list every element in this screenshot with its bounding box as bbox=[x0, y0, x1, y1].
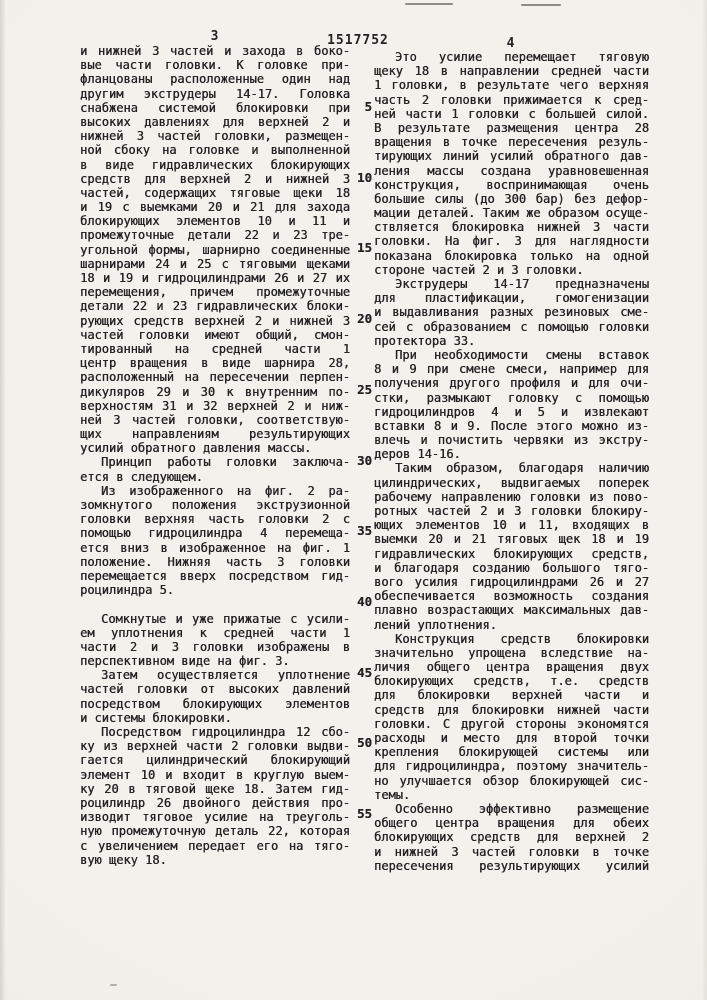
text-line: фланцованы расположенные один над bbox=[80, 72, 350, 87]
text-line: ку 20 в тяговой щеке 18. Затем гид- bbox=[80, 781, 350, 796]
text-line: средств для блокировки нижней части bbox=[374, 702, 649, 717]
scan-artifact bbox=[521, 4, 561, 6]
text-line: общего центра вращения для обеих bbox=[374, 816, 649, 831]
text-line: Это усилие перемещает тяговую bbox=[395, 50, 649, 64]
text-line: стки, размыкают головку с помощью bbox=[374, 390, 649, 405]
text-line: и нижней 3 частей головки в точке bbox=[374, 844, 649, 859]
text-line: но улучшается обзор блокирующей сис- bbox=[374, 773, 649, 788]
text-line: влечь и почистить червяки из экстру- bbox=[374, 433, 649, 448]
scan-artifact bbox=[405, 3, 453, 5]
text-line: тирующих линий усилий обратного дав- bbox=[374, 149, 649, 164]
text-line: показана блокировка только на одной bbox=[374, 248, 649, 263]
text-line: рабочему направлению головки из пово- bbox=[374, 489, 649, 504]
text-line: головки. На фиг. 3 для наглядности bbox=[374, 234, 649, 249]
text-line: Из изображенного на фиг. 2 ра- bbox=[101, 483, 350, 498]
text-line: ющих элементов 10 и 11, входящих в bbox=[374, 518, 649, 533]
text-line: щеку 18 в направлении средней части bbox=[374, 64, 649, 79]
text-line: и 19 с выемками 20 и 21 для захода bbox=[80, 200, 350, 215]
text-line: Таким образом, благодаря наличию bbox=[395, 461, 649, 476]
text-line: дикуляров 29 и 30 к внутренним по- bbox=[80, 384, 350, 399]
text-line: часть 2 головки прижимается к сред- bbox=[374, 92, 649, 107]
text-line: выемки 20 и 21 тяговых щек 18 и 19 bbox=[374, 532, 649, 547]
text-line: щих направлениям результирующих bbox=[80, 427, 350, 442]
text-line: головки. С другой стороны экономятся bbox=[374, 716, 649, 731]
text-line: стороне частей 2 и 3 головки. bbox=[374, 262, 584, 277]
text-line: протектора 33. bbox=[374, 333, 476, 348]
text-line: Затем осуществляется уплотнение bbox=[101, 668, 350, 683]
text-line: нижней 3 частей головки, размещен- bbox=[80, 129, 350, 144]
text-line: гается цилиндрический блокирующий bbox=[80, 753, 350, 768]
text-line: вого усилия гидроцилиндрами 26 и 27 bbox=[374, 574, 649, 589]
text-line: усилий обратного давления массы. bbox=[80, 441, 312, 456]
text-line: Посредством гидроцилиндра 12 сбо- bbox=[101, 725, 350, 739]
text-line: средств для верхней 2 и нижней 3 bbox=[80, 171, 350, 186]
text-line: Экструдеры 14-17 предназначены bbox=[395, 277, 649, 291]
text-line: ротных частей 2 и 3 головки блокиру- bbox=[374, 504, 649, 518]
text-line: роцилиндр 26 двойного действия про- bbox=[80, 795, 350, 810]
text-line: ку из верхней части 2 головки выдви- bbox=[80, 739, 350, 754]
line-number: 40 bbox=[356, 593, 372, 609]
blank-line bbox=[80, 597, 350, 611]
text-line: значительно упрощена вследствие на- bbox=[374, 645, 649, 660]
text-line: перемещения, причем промежуточные bbox=[80, 285, 350, 300]
text-line: детали 22 и 23 гидравлических блоки- bbox=[80, 299, 350, 314]
patent-number: 1517752 bbox=[327, 33, 389, 48]
text-line: большие силы (до 300 бар) без дефор- bbox=[374, 191, 649, 206]
text-line: тированный на средней части 1 bbox=[80, 341, 350, 356]
text-line: личия общего центра вращения двух bbox=[374, 660, 649, 675]
text-line: ней части 1 головки с большей силой. bbox=[374, 106, 649, 121]
text-line: ления массы создана уравновешенная bbox=[374, 163, 649, 178]
line-number: 25 bbox=[356, 381, 372, 397]
line-number: 15 bbox=[356, 240, 372, 256]
line-number: 20 bbox=[356, 311, 372, 327]
left-page-number: 3 bbox=[210, 29, 220, 44]
text-line: цилиндрических, выдвигаемых поперек bbox=[374, 475, 649, 490]
text-line: положение. Нижняя часть 3 головки bbox=[80, 554, 350, 569]
text-line: расположенный на пересечении перпен- bbox=[80, 370, 350, 385]
text-line: гидроцилиндров 4 и 5 и извлекают bbox=[374, 404, 649, 419]
text-line: плавно возрастающих максимальных дав- bbox=[374, 603, 649, 618]
text-line: конструкция, воспринимающая очень bbox=[374, 177, 649, 192]
text-line: Принцип работы головки заключа- bbox=[101, 455, 350, 470]
text-line: блокирующих элементов 10 и 11 и bbox=[80, 214, 350, 229]
text-line: блокирующих средств, т.е. средств bbox=[374, 674, 649, 689]
text-line: и выдавливания разных резиновых сме- bbox=[374, 305, 649, 320]
text-line: Сомкнутые и уже прижатые с усили- bbox=[101, 611, 350, 626]
line-number: 30 bbox=[356, 452, 372, 468]
text-line: головки верхняя часть головки 2 с bbox=[80, 512, 350, 527]
text-line: вые части головки. К головке при- bbox=[80, 58, 350, 73]
text-line: блокирующих средств для верхней 2 bbox=[374, 830, 649, 845]
right-column bbox=[374, 50, 649, 873]
text-line: При необходимости смены вставок bbox=[395, 347, 649, 362]
text-line: пересечения результирующих усилий bbox=[374, 858, 649, 873]
text-line: вую щеку 18. bbox=[80, 852, 167, 867]
text-line: с увеличением передает его на тяго- bbox=[80, 838, 350, 853]
text-line: ной сбоку на головке и выполненной bbox=[80, 143, 350, 158]
text-line: вращения в точке пересечения резуль- bbox=[374, 135, 649, 150]
text-line: расходы и место для второй точки bbox=[374, 731, 649, 745]
text-line: темы. bbox=[374, 787, 411, 802]
text-line: изводит тяговое усилие на треуголь- bbox=[80, 810, 350, 825]
text-line: лений уплотнения. bbox=[374, 617, 497, 632]
text-line: для гидроцилиндра, поэтому значитель- bbox=[374, 759, 649, 774]
text-line: мации деталей. Таким же образом осуще- bbox=[374, 206, 649, 221]
left-column bbox=[80, 44, 350, 867]
text-line: и нижней 3 частей и захода в боко- bbox=[80, 44, 350, 58]
text-line: ствляется блокировка нижней 3 части bbox=[374, 220, 649, 235]
line-number: 45 bbox=[356, 664, 372, 680]
text-line: рующих средств верхней 2 и нижней 3 bbox=[80, 313, 350, 328]
text-line: частей головки имеют общий, смон- bbox=[80, 327, 350, 342]
text-line: помощью гидроцилиндра 4 перемеща- bbox=[80, 526, 350, 541]
text-line: другим экструдеры 14-17. Головка bbox=[80, 86, 350, 101]
text-line: части 2 и 3 головки изображены в bbox=[80, 639, 350, 654]
text-line: роцилиндра 5. bbox=[80, 583, 174, 598]
text-line: перемещается вверх посредством гид- bbox=[80, 568, 350, 583]
text-line: деров 14-16. bbox=[374, 447, 461, 462]
text-line: ней 3 частей головки, соответствую- bbox=[80, 412, 350, 427]
text-line: ем уплотнения к средней части 1 bbox=[80, 625, 350, 640]
scan-artifact bbox=[110, 984, 117, 986]
line-number: 50 bbox=[356, 735, 372, 751]
text-line: промежуточные детали 22 и 23 тре- bbox=[80, 228, 350, 243]
text-line: для пластификации, гомогенизации bbox=[374, 291, 649, 306]
text-line: частей головки от высоких давлений bbox=[80, 682, 350, 697]
text-line: ется в следующем. bbox=[80, 469, 203, 484]
text-line: высоких давлениях для верхней 2 и bbox=[80, 114, 350, 129]
text-line: угольной формы, шарнирно соединенные bbox=[80, 242, 350, 257]
line-number: 5 bbox=[364, 99, 372, 114]
text-line: перспективном виде на фиг. 3. bbox=[80, 654, 290, 669]
text-line: Конструкция средств блокировки bbox=[395, 631, 649, 646]
text-line: для блокировки верхней части и bbox=[374, 688, 649, 703]
text-line: и благодаря созданию большого тяго- bbox=[374, 560, 649, 575]
text-line: вставки 8 и 9. После этого можно из- bbox=[374, 418, 649, 433]
text-line: ется вниз в изображенное на фиг. 1 bbox=[80, 540, 350, 555]
text-line: 1 головки, в результате чего верхняя bbox=[374, 78, 649, 93]
text-line: сей с образованием с помощью головки bbox=[374, 319, 649, 334]
text-line: снабжена системой блокировки при bbox=[80, 100, 350, 115]
text-line: частей, содержащих тяговые щеки 18 bbox=[80, 185, 350, 200]
text-line: получения другого профиля и для очи- bbox=[374, 376, 649, 391]
text-line: и системы блокировки. bbox=[80, 710, 232, 725]
right-page-number: 4 bbox=[506, 36, 516, 51]
text-line: обеспечивается возможность создания bbox=[374, 589, 649, 604]
text-line: в виде гидравлических блокирующих bbox=[80, 157, 350, 172]
text-line: посредством блокирующих элементов bbox=[80, 696, 350, 711]
text-line: ную промежуточную деталь 22, которая bbox=[80, 824, 350, 839]
text-line: 8 и 9 при смене смеси, например для bbox=[374, 362, 649, 377]
text-line: гидравлических блокирующих средств, bbox=[374, 546, 649, 561]
text-line: элемент 10 и входит в круглую выем- bbox=[80, 767, 350, 782]
text-line: 18 и 19 и гидроцилиндрами 26 и 27 их bbox=[80, 271, 350, 285]
text-line: Особенно эффективно размещение bbox=[395, 801, 649, 816]
line-number: 35 bbox=[356, 523, 372, 539]
text-line: центр вращения в виде шарнира 28, bbox=[80, 356, 350, 371]
text-line: зомкнутого положения экструзионной bbox=[80, 498, 350, 512]
text-line: шарнирами 24 и 25 с тяговыми щеками bbox=[80, 256, 350, 271]
text-line: крепления блокирующей системы или bbox=[374, 745, 649, 760]
line-number: 55 bbox=[356, 806, 372, 821]
text-line: В результате размещения центра 28 bbox=[374, 120, 649, 135]
text-line: верхностям 31 и 32 верхней 2 и ниж- bbox=[80, 398, 350, 413]
line-number: 10 bbox=[356, 169, 372, 185]
